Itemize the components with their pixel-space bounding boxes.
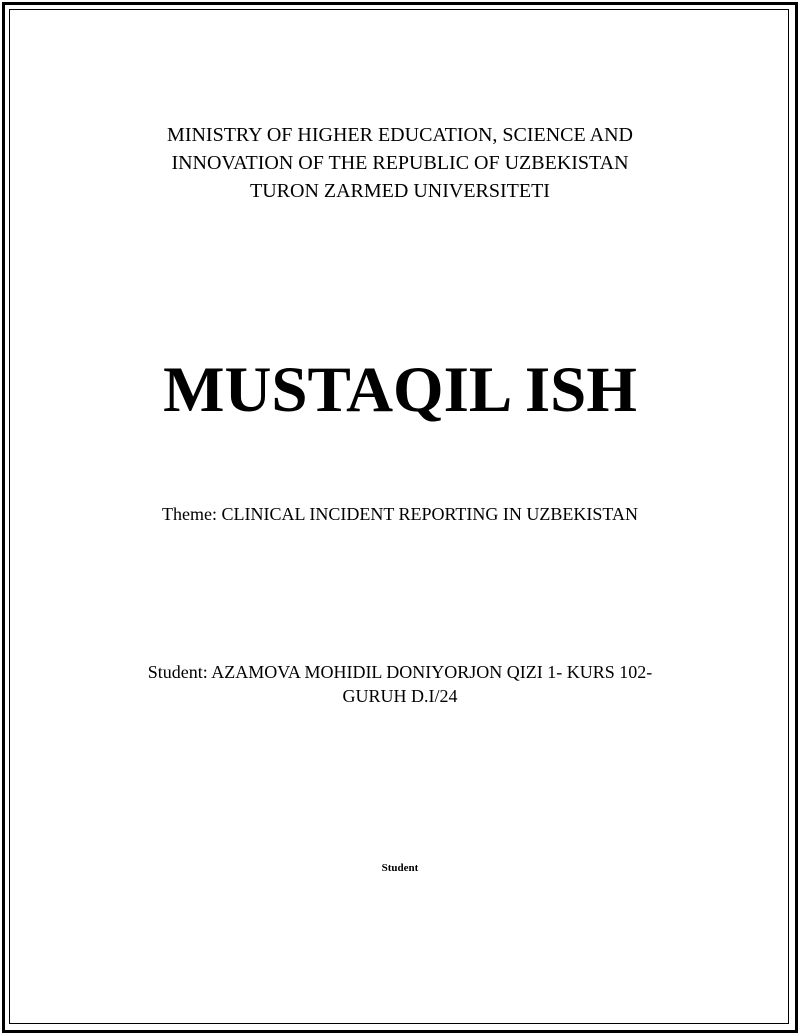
header-line-university: TURON ZARMED UNIVERSITETI bbox=[250, 180, 550, 202]
student-info bbox=[120, 660, 680, 708]
document-title: MUSTAQIL ISH bbox=[163, 354, 637, 426]
student-info-line-1: Student: AZAMOVA MOHIDIL DONIYORJON QIZI 1- KURS 102- bbox=[147, 662, 653, 682]
footer-student-label: Student bbox=[381, 862, 419, 874]
header-line-republic: INNOVATION OF THE REPUBLIC OF UZBEKISTAN bbox=[171, 152, 629, 174]
header-line-ministry: MINISTRY OF HIGHER EDUCATION, SCIENCE AND bbox=[167, 124, 633, 146]
institution-header bbox=[0, 121, 800, 205]
student-info-line-2: GURUH D.I/24 bbox=[342, 686, 458, 706]
theme-line: Theme: CLINICAL INCIDENT REPORTING IN UZBEKISTAN bbox=[162, 504, 638, 524]
